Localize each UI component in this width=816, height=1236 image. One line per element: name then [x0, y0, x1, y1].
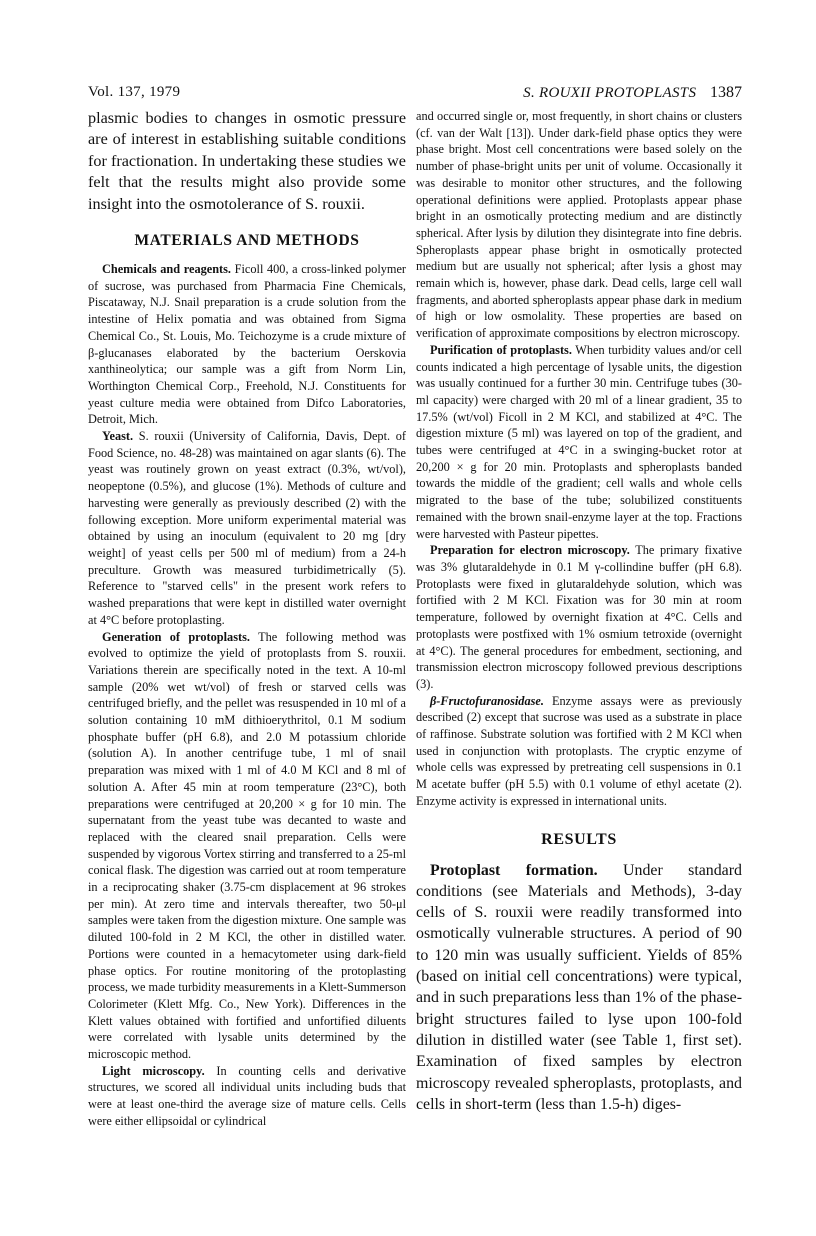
run-in-heading: Generation of protoplasts.	[102, 629, 250, 644]
paragraph-electron-microscopy: Preparation for electron microscopy. The primary fixative was 3% glutaraldehyde in 0.1 M γ-collindine buffer (pH 6.8). Protoplasts were fixed in glutaraldehyde solution, which was fortified with 2 M KCl. Fixation was for 30 min at room temperature, followed by overnight fixation at 4°C. Cells and protoplasts were postfixed with 1% osmium tetroxide (overnight at 4°C). The general procedures for embedment, sectioning, and transmission electron microscopy followed previous descriptions (3).	[416, 543, 742, 691]
paragraph-chemicals: Chemicals and reagents. Ficoll 400, a cross-linked polymer of sucrose, was purchased from Pharmacia Fine Chemicals, Piscataway, N.J. Snail preparation is a crude solution from the intestine of Helix pomatia and was obtained from Sigma Chemical Co., St. Louis, Mo. Teichozyme is a crude mixture of β-glucanases elaborated by the bacterium Oerskovia xanthineolytica; our sample was a gift from Norm Lin, Worthington Chemical Corp., Freehold, N.J. Constituents for yeast culture media were obtained from Difco Laboratories, Detroit, Mich.	[88, 262, 407, 427]
paragraph-purification: Purification of protoplasts. When turbidity values and/or cell counts indicated a high percentage of lysable units, the digestion was usually continued for a further 30 min. Centrifuge tubes (30-ml capacity) were charged with 20 ml of a linear gradient, 35 to 17.5% (wt/vol) Ficoll in 2 M KCl, and stabilized at 4°C. The digestion mixture (5 ml) was layered on top of the gradient, and tubes were centrifuged at 4°C in a swinging-bucket rotor at 20,200 × g for 20 min. Protoplasts and spheroplasts banded towards the middle of the gradient; cell walls and whole cells migrated to the base of the tube; solubilized constituents remained with the brown snail-enzyme layer at the top. Fractions were harvested with Pasteur pipettes.	[416, 342, 743, 541]
left-column	[88, 108, 406, 1130]
paragraph-generation: Generation of protoplasts. The following method was evolved to optimize the yield of protoplasts from S. rouxii. Variations therein are specifically noted in the text. A 10-ml sample (20% wet wt/vol) of fresh or starved cells was centrifuged briefly, and the pellet was resuspended in 10 ml of a solution containing 10 mM dithioerythritol, 0.1 M sodium phosphate buffer (pH 6.8), and 2.0 M potassium chloride (solution A). In another centrifuge tube, 1 ml of snail preparation was mixed with 1 ml of 4.0 M KCl and 8 ml of solution A. After 45 min at room temperature (23°C), both preparations were centrifuged at 20,200 × g for 10 min. The supernatant from the yeast tube was decanted to waste and replaced with the cleared snail preparation. Cells were suspended by vigorous Vortex stirring and transferred to a 25-ml conical flask. The digestion was carried out at room temperature in a reciprocating shaker (3.75-cm displacement at 96 strokes per min). At zero time and intervals thereafter, two 50-μl samples were taken from the digestion mixture. One sample was diluted 100-fold in 2 M KCl, the other in distilled water. Portions were counted in a hemacytometer using dark-field phase optics. For routine monitoring of the protoplasting process, we made turbidity measurements in a Klett-Summerson Colorimeter (Klett Mfg. Co., New York). Differences in the Klett values obtained with fortified and unfortified diluents were correlated with lysable units determined by the microscopic method.	[88, 629, 406, 1062]
right-column	[416, 108, 742, 1115]
run-in-heading: Yeast.	[102, 429, 134, 444]
run-in-heading: Protoplast formation.	[430, 861, 598, 879]
run-in-heading: Chemicals and reagents.	[102, 262, 232, 277]
run-in-heading: Light microscopy.	[102, 1063, 205, 1078]
running-header	[88, 84, 742, 106]
paragraph-yeast: Yeast. S. rouxii (University of California, Davis, Dept. of Food Science, no. 48-28) was maintained on agar slants (6). The yeast was routinely grown on yeast extract (0.3%, wt/vol), neopeptone (0.5%), and glucose (1%). Methods of culture and harvesting were generally as previously described (2) with the following exception. More uniform experimental material was obtained by using an inoculum (equivalent to 20 mg [dry weight] of yeast cells per 500 ml of medium) from a 24-h preculture. Growth was measured turbidimetrically (5). Reference to "starved cells" in the present work refers to washed preparations that were kept in distilled water overnight at 4°C before protoplasting.	[88, 429, 406, 627]
run-in-heading: β-Fructofuranosidase.	[430, 693, 544, 708]
paragraph-fructofuranosidase: β-Fructofuranosidase. Enzyme assays were as previously described (2) except that sucrose was used as a substrate in place of raffinose. Substrate solution was fortified with 2 M KCl when used in conjunction with protoplasts. The cryptic enzyme of whole cells was expressed by pretreating cell suspensions in 0.1 M acetate buffer (pH 5.5) with 0.1 volume of ethyl acetate (2). Enzyme activity is expressed in international units.	[416, 693, 742, 808]
section-heading-results: RESULTS	[541, 830, 617, 848]
page-number: 1387	[710, 84, 742, 101]
running-title: S. ROUXII PROTOPLASTS	[523, 85, 697, 101]
header-right	[523, 84, 742, 102]
intro-paragraph: plasmic bodies to changes in osmotic pressure are of interest in establishing suitable conditions for fractionation. In undertaking these studies we felt that the results might also provide some insight into the osmotolerance of S. rouxii.	[88, 109, 406, 213]
run-in-heading: Preparation for electron microscopy.	[430, 543, 630, 558]
paragraph-protoplast-formation: Protoplast formation. Under standard conditions (see Materials and Methods), 3-day cells of S. rouxii were readily transformed into osmotically vulnerable structures. A period of 90 to 120 min was usually sufficient. Yields of 85% (based on initial cell concentrations) were typical, and in such preparations less than 1% of the phase-bright structures failed to lyse upon 100-fold dilution in distilled water (see Table 1, first set). Examination of fixed samples by electron microscopy revealed spheroplasts, protoplasts, and cells in short-term (less than 1.5-h) diges-	[416, 861, 742, 1113]
run-in-heading: Purification of protoplasts.	[430, 342, 572, 357]
section-heading-materials-methods: MATERIALS AND METHODS	[134, 232, 360, 250]
paragraph-continuation: and occurred single or, most frequently, in short chains or clusters (cf. van der Walt [13]). Under dark-field phase optics they were phase bright. Most cell concentrations were based solely on the number of phase-bright units per unit of volume. Occasionally it was desirable to monitor other structures, and the following operational definitions were applied. Protoplasts appear phase bright in an osmotically protecting medium and are distinctly spherical. After lysis by dilution they disintegrate into fine debris. Spheroplasts appear phase bright in osmotically protected medium but are usually not spherical; after lysis a ghost may remain which is, however, phase dark. Dead cells, large cell wall fragments, and aborted spheroplasts appear phase dark in medium of high or low osmolality. These properties are based on verification of approximate compositions by electron microscopy.	[416, 109, 742, 341]
paragraph-light-microscopy: Light microscopy. In counting cells and derivative structures, we scored all individual units including buds that were at least one-third the average size of mature cells. Cells were either ellipsoidal or cylindrical	[88, 1063, 406, 1128]
volume-year: Vol. 137, 1979	[88, 84, 181, 100]
